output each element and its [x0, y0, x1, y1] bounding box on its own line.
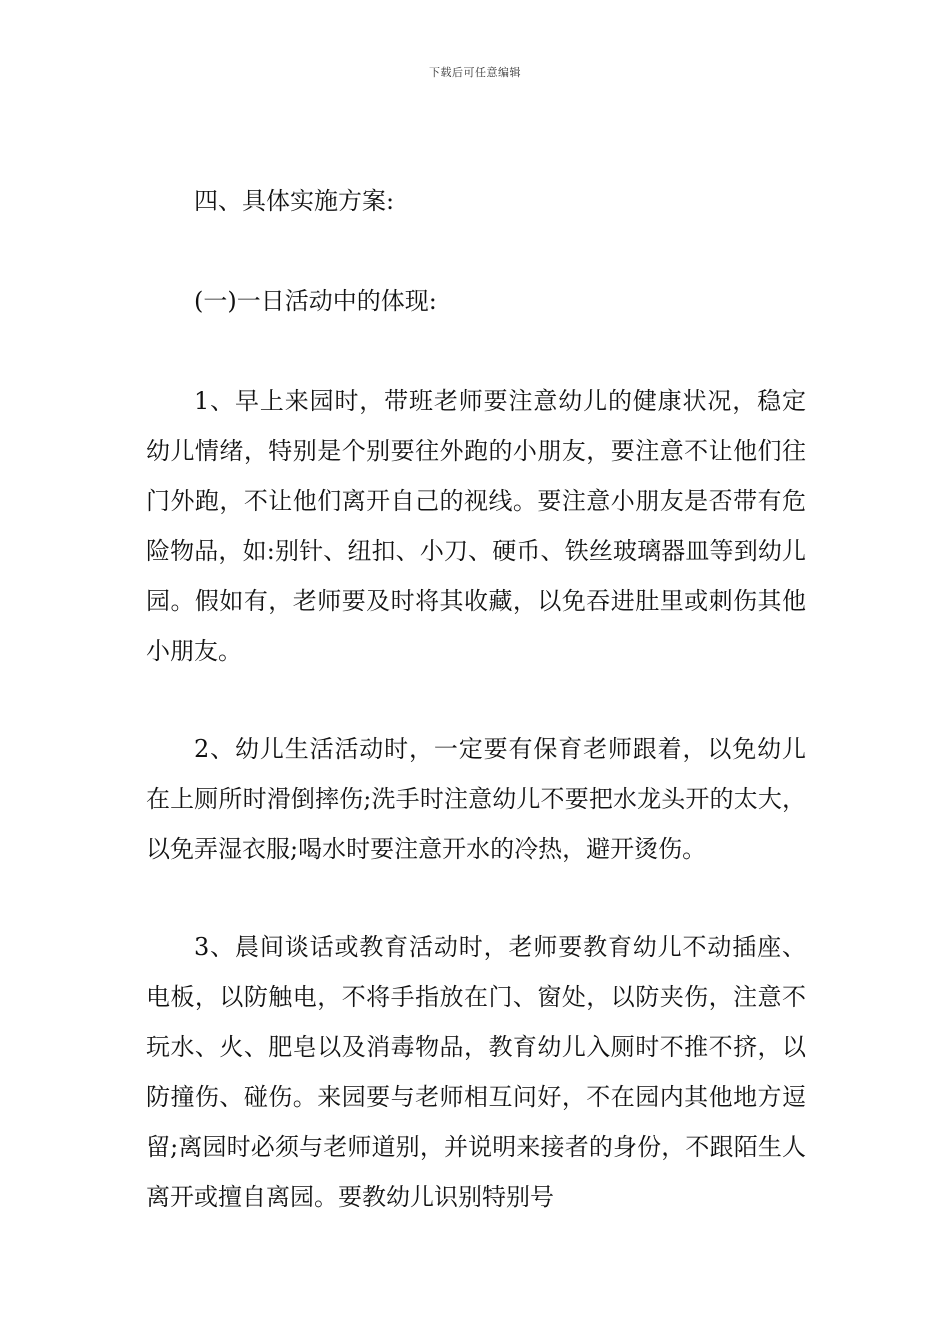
paragraph-2: 2、幼儿生活活动时，一定要有保育老师跟着，以免幼儿在上厕所时滑倒摔伤;洗手时注意幼儿不要把水龙头开的太大，以免弄湿衣服;喝水时要注意开水的冷热，避开烫伤。: [146, 735, 806, 863]
page-header-note: 下载后可任意编辑: [429, 66, 521, 79]
paragraph-1: 1、早上来园时，带班老师要注意幼儿的健康状况，稳定幼儿情绪，特别是个别要往外跑的小朋友，要注意不让他们往门外跑，不让他们离开自己的视线。要注意小朋友是否带有危险物品，如:别针、纽扣、小刀、硬币、铁丝玻璃器皿等到幼儿园。假如有，老师要及时将其收藏，以免吞进肚里或刺伤其他小朋友。: [146, 387, 806, 665]
subsection-heading: (一)一日活动中的体现:: [194, 287, 437, 315]
section-heading: 四、具体实施方案:: [194, 187, 395, 215]
document-body: [146, 176, 806, 1222]
paragraph-3: 3、晨间谈话或教育活动时，老师要教育幼儿不动插座、电板，以防触电，不将手指放在门、窗处，以防夹伤，注意不玩水、火、肥皂以及消毒物品，教育幼儿入厕时不推不挤，以防撞伤、碰伤。来园要与老师相互问好，不在园内其他地方逗留;离园时必须与老师道别，并说明来接者的身份，不跟陌生人离开或擅自离园。要教幼儿识别特别号: [146, 933, 806, 1211]
